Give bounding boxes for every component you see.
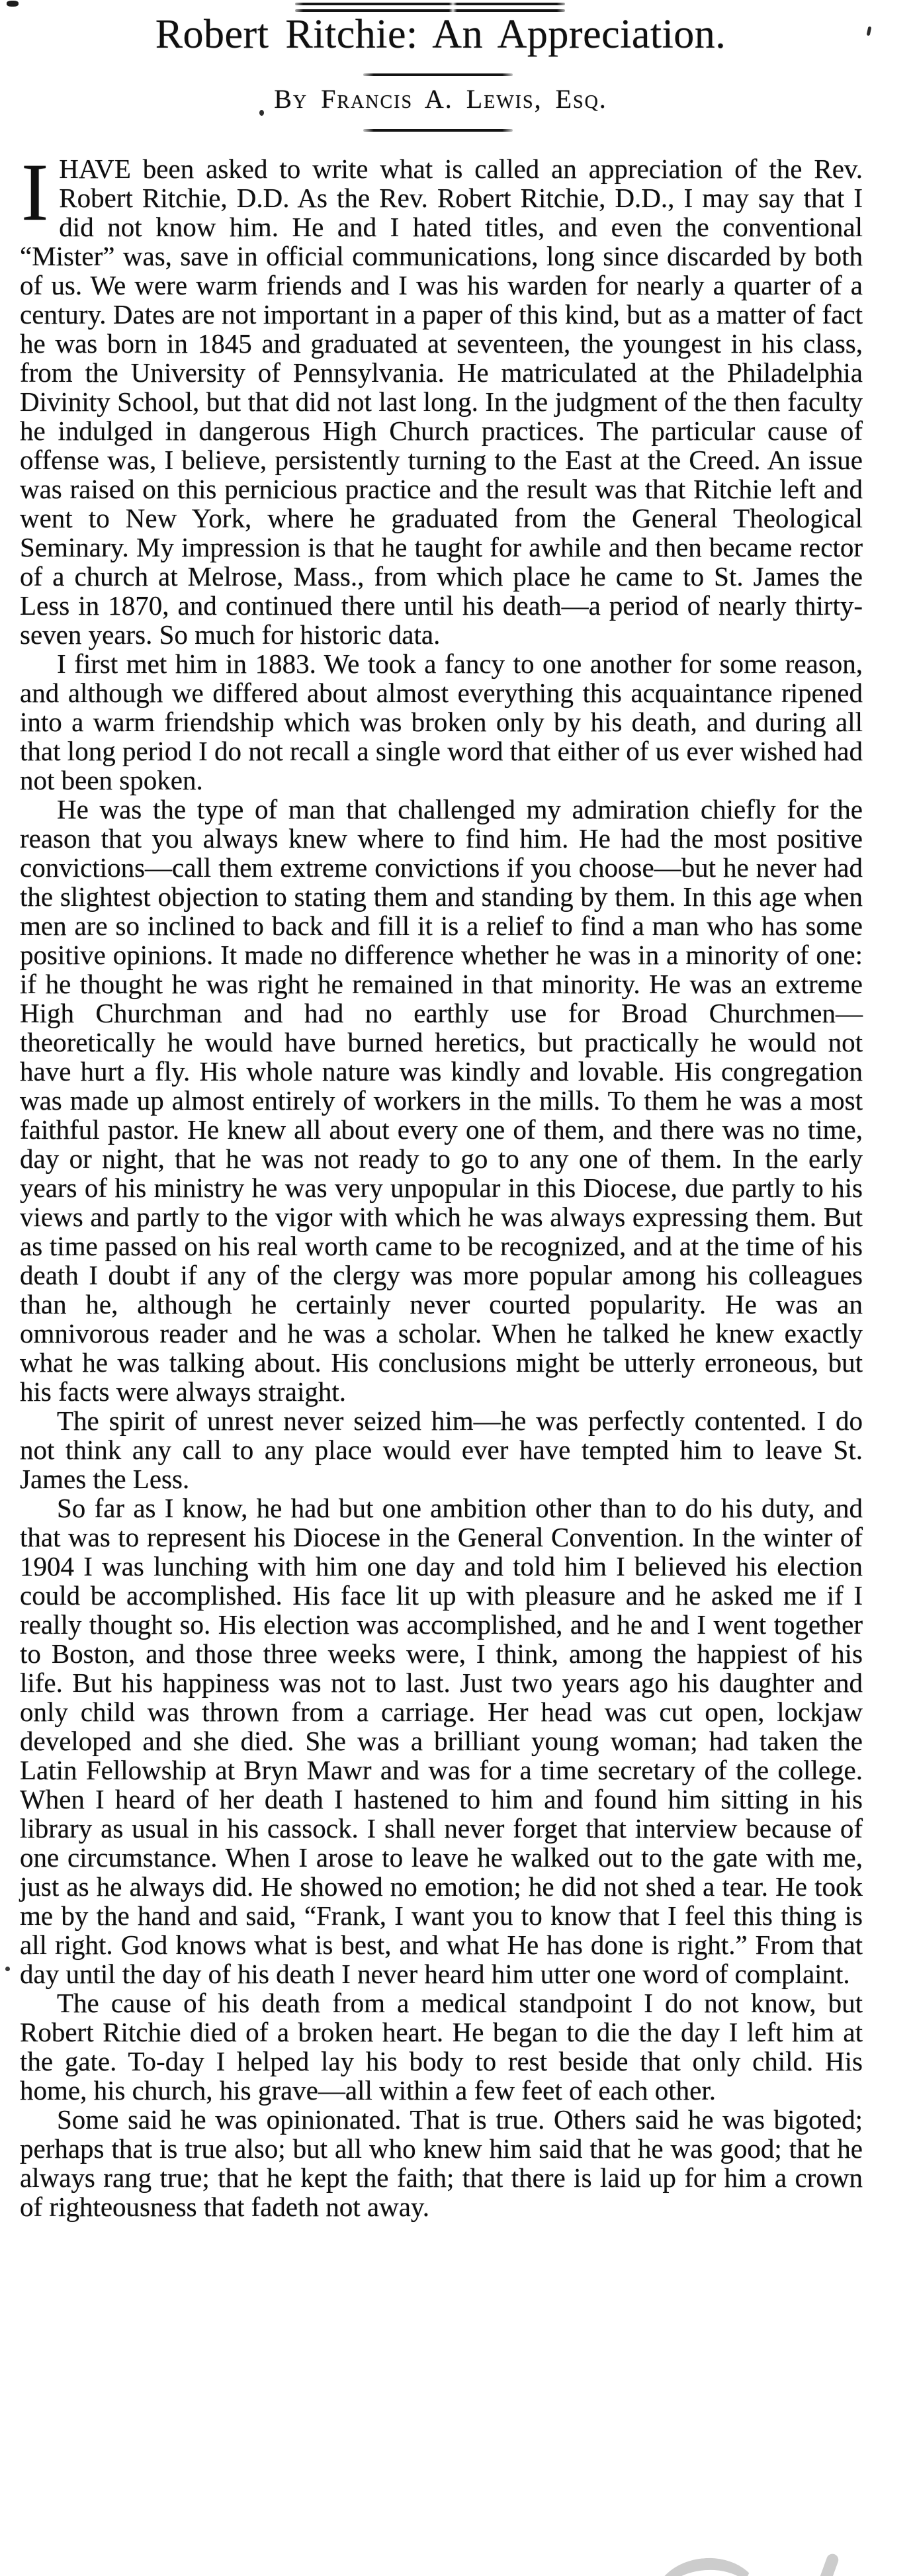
paragraph-text: HAVE been asked to write what is called an appreciation of the Rev. Robert Ritchie, D.D. As the Rev. Robert Ritchie, D.D., I may say that I did not know him. He and I hated titles, and even the conventional “Mister” was, save in official communications, long since discarded by both of us. We were warm friends and I was his warden for nearly a quarter of a century. Dates are not important in a paper of this kind, but as a matter of fact he was born in 1845 and graduated at seventeen, the youngest in his class, from the University of Pennsylvania. He matriculated at the Philadelphia Divinity School, but that did not last long. In the judgment of the then faculty he indulged in dangerous High Church practices. The particular cause of offense was, I believe, persistently turning to the East at the Creed. An issue was raised on this pernicious practice and the result was that Ritchie left and went to New York, where he graduated from the General Theological Seminary. My impression is that he taught for awhile and then became rector of a church at Melrose, Mass., from which place he came to St. James the Less in 1870, and continued there until his death—a period of nearly thirty-seven years. So much for historic data. [20,154,863,650]
watermark-fragment [651,2555,764,2576]
paragraph: Some said he was opinionated. That is true. Others said he was bigoted; perhaps that is true also; but all who knew him said that he was good; that he always rang true; that he kept the faith; that there is laid up for him a crown of righteousness that fadeth not away. [20,2104,863,2222]
ink-speck [5,1967,10,1971]
ink-speck [867,26,872,36]
paragraph: The cause of his death from a medical standpoint I do not know, but Robert Ritchie died of a broken heart. He began to die the day I left him at the gate. To-day I helped lay his body to rest beside that only child. His home, his church, his grave—all within a few feet of each other. [20,1988,863,2106]
rule-line [295,3,565,5]
divider-rule [363,73,513,76]
article-body [20,147,863,2222]
drop-cap: I [21,147,49,238]
paragraph: So far as I know, he had but one ambition other than to do his duty, and that was to represent his Diocese in the General Convention. In the winter of 1904 I was lunching with him one day and told him I believed his election could be accomplished. His face lit up with pleasure and he asked me if I really thought so. His election was accomplished, and he and I went together to Boston, and those three weeks were, I think, among the happiest of his life. But his happiness was not to last. Just two years ago his daughter and only child was thrown from a carriage. Her head was cut open, lockjaw developed and she died. She was a brilliant young woman; had taken the Latin Fellowship at Bryn Mawr and was for a time secretary of the college. When I heard of her death I hastened to him and found him sitting in his library as usual in his cassock. I shall never forget that interview because of one circumstance. When I arose to leave he walked out to the gate with me, just as he always did. He showed no emotion; he did not shed a tear. He took me by the hand and said, “Frank, I want you to know that I feel this thing is all right. God knows what is best, and what He has done is right.” From that day until the day of his death I never heard him utter one word of complaint. [20,1493,863,1989]
byline: By Francis A. Lewis, Esq. [274,84,607,114]
page-title: Robert Ritchie: An Appreciation. [155,12,726,57]
ink-speck [7,1,19,7]
divider-rule [363,129,513,132]
paragraph: I first met him in 1883. We took a fancy to one another for some reason, and although we differed about almost everything this acquaintance ripened into a warm friendship which was broken only by his death, and during all that long period I do not recall a single word that either of us ever wished had not been spoken. [20,648,863,795]
paragraph: He was the type of man that challenged my admiration chiefly for the reason that you always knew where to find him. He had the most positive convictions—call them extreme convictions if you choose—but he never had the slightest objection to stating them and standing by them. In this age when men are so inclined to back and fill it is a relief to find a man who has some positive opinions. It made no difference whether he was in a minority of one: if he thought he was right he remained in that minority. He was an extreme High Churchman and had no earthly use for Broad Churchmen—theoretically he would have burned heretics, but practically he would not have hurt a fly. His whole nature was kindly and lovable. His congregation was made up almost entirely of workers in the mills. To them he was a most faithful pastor. He knew all about every one of them, and there was no time, day or night, that he was not ready to go to any one of them. In the early years of his ministry he was very unpopular in this Diocese, due partly to his views and partly to the vigor with which he was always expressing them. But as time passed on his real worth came to be recognized, and at the time of his death I doubt if any of the clergy was more popular among his colleagues than he, although he certainly never courted popularity. He was an omnivorous reader and he was a scholar. When he talked he knew exactly what he was talking about. His conclusions might be utterly erroneous, but his facts were always straight. [20,794,863,1407]
paragraph: The spirit of unrest never seized him—he was perfectly contented. I do not think any call to any place would ever have tempted him to leave St. James the Less. [20,1405,863,1494]
watermark-fragment [812,2552,840,2576]
paragraph [20,147,863,650]
